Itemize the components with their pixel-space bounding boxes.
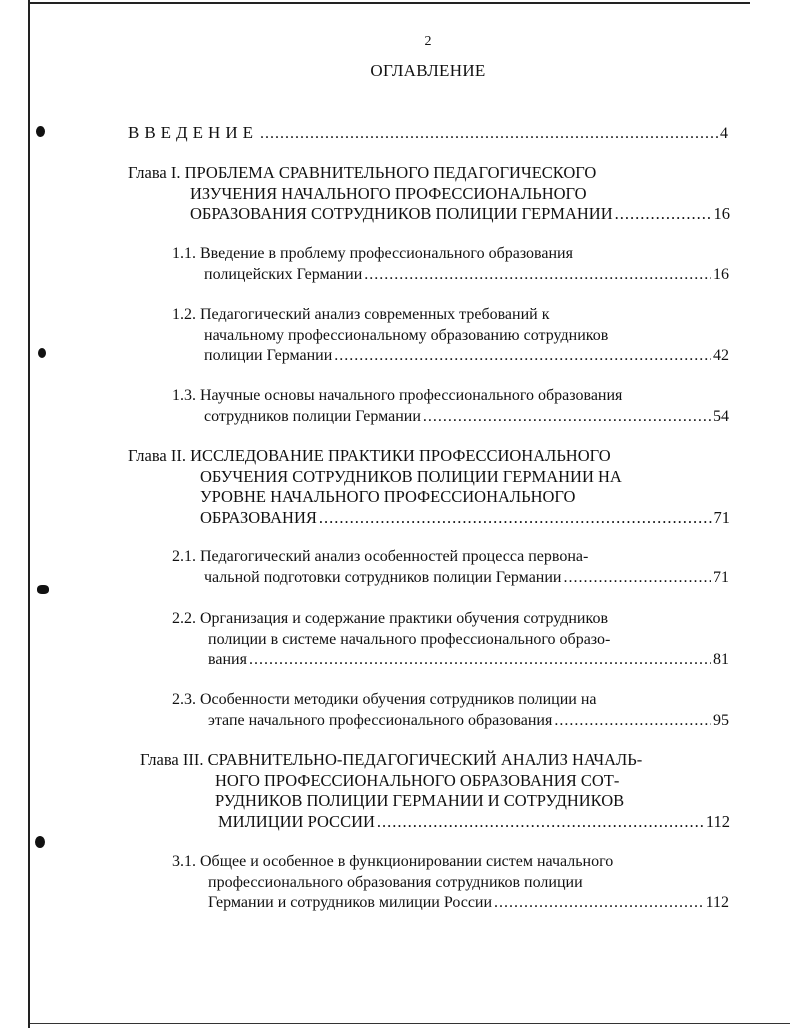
section-title-line: Педагогический анализ особенностей процесса первона-	[200, 548, 589, 565]
chapter-title-line: ПРОБЛЕМА СРАВНИТЕЛЬНОГО ПЕДАГОГИЧЕСКОГО	[184, 163, 597, 182]
section-title-line: этапе начального профессионального образования	[208, 711, 553, 729]
section-title-line: полицейских Германии	[204, 265, 363, 283]
dot-leader	[377, 812, 704, 833]
section-number: 3.1.	[172, 853, 196, 870]
punch-hole-mark	[36, 126, 45, 137]
scan-edge-top	[30, 2, 750, 4]
chapter-title-line: НОГО ПРОФЕССИОНАЛЬНОГО ОБРАЗОВАНИЯ СОТ-	[215, 770, 620, 790]
page-ref: 112	[705, 811, 730, 831]
dot-leader	[563, 568, 711, 589]
dot-leader	[260, 124, 718, 145]
chapter-title-line: РУДНИКОВ ПОЛИЦИИ ГЕРМАНИИ И СОТРУДНИКОВ	[215, 791, 625, 810]
section-title-line: Общее и особенное в функционировании систем начального	[200, 853, 614, 870]
toc-entry-section-3-1[interactable]	[172, 852, 729, 914]
intro-label: ВВЕДЕНИЕ	[128, 123, 258, 142]
section-number: 2.3.	[172, 691, 196, 708]
page-ref: 71	[713, 507, 730, 527]
dot-leader	[423, 407, 711, 428]
scan-edge-left	[28, 0, 30, 1028]
section-number: 2.2.	[172, 610, 196, 627]
chapter-title-line: СРАВНИТЕЛЬНО-ПЕДАГОГИЧЕСКИЙ АНАЛИЗ НАЧАЛЬ-	[207, 750, 643, 769]
section-title-line: профессионального образования сотрудников полиции	[208, 873, 583, 891]
page-ref: 71	[713, 568, 729, 586]
section-title-line: сотрудников полиции Германии	[204, 407, 421, 425]
scan-edge-bottom	[30, 1023, 790, 1024]
section-number: 2.1.	[172, 548, 196, 565]
toc-entry-section-2-1[interactable]	[172, 547, 729, 588]
section-title-line: начальному профессиональному образованию сотрудников	[204, 326, 609, 344]
page-number: 2	[424, 34, 432, 49]
section-title-line: Научные основы начального профессионального образования	[200, 387, 623, 404]
dot-leader	[334, 346, 711, 367]
toc-entry-chapter-3[interactable]	[140, 750, 730, 832]
page-title: ОГЛАВЛЕНИЕ	[370, 61, 486, 80]
toc-entry-section-1-1[interactable]	[172, 244, 729, 285]
section-title-line: вания	[208, 651, 247, 668]
toc-entry-section-2-3[interactable]	[172, 690, 729, 731]
section-number: 1.3.	[172, 387, 196, 404]
page-ref: 16	[713, 265, 729, 283]
page-ref: 112	[705, 894, 729, 911]
page-ref: 16	[713, 204, 730, 223]
page-ref: 81	[713, 651, 729, 668]
page-ref: 4	[720, 125, 728, 142]
section-number: 1.1.	[172, 245, 196, 262]
chapter-title-line: ОБУЧЕНИЯ СОТРУДНИКОВ ПОЛИЦИИ ГЕРМАНИИ НА	[200, 466, 622, 486]
dot-leader	[364, 265, 711, 286]
chapter-prefix: Глава III.	[140, 750, 204, 769]
section-title-line: полиции Германии	[204, 347, 333, 364]
punch-hole-mark	[35, 836, 45, 848]
section-title-line: чальной подготовки сотрудников полиции Германии	[204, 568, 562, 586]
chapter-prefix: Глава II.	[128, 446, 186, 465]
page-ref: 42	[713, 347, 729, 364]
dot-leader	[494, 893, 704, 914]
dot-leader	[615, 204, 712, 225]
toc-entry-section-1-3[interactable]	[172, 386, 729, 427]
toc-entry-introduction[interactable]	[128, 123, 728, 145]
dot-leader	[319, 508, 712, 529]
chapter-prefix: Глава I.	[128, 163, 181, 182]
page-ref: 54	[713, 407, 729, 425]
chapter-title-line: ИЗУЧЕНИЯ НАЧАЛЬНОГО ПРОФЕССИОНАЛЬНОГО	[190, 183, 587, 203]
chapter-title-line: ОБРАЗОВАНИЯ СОТРУДНИКОВ ПОЛИЦИИ ГЕРМАНИИ	[190, 204, 613, 223]
punch-hole-mark	[37, 585, 49, 594]
section-title-line: полиции в системе начального профессионального образо-	[208, 630, 611, 648]
section-title-line: Особенности методики обучения сотрудников полиции на	[200, 691, 597, 708]
section-title-line: Педагогический анализ современных требований к	[200, 306, 550, 323]
chapter-title-line: ИССЛЕДОВАНИЕ ПРАКТИКИ ПРОФЕССИОНАЛЬНОГО	[190, 446, 611, 465]
section-number: 1.2.	[172, 306, 196, 323]
toc-entry-section-2-2[interactable]	[172, 609, 729, 671]
page-ref: 95	[713, 711, 729, 729]
chapter-title-line: ОБРАЗОВАНИЯ	[200, 507, 317, 527]
section-title-line: Германии и сотрудников милиции России	[208, 894, 493, 911]
chapter-title-line: УРОВНЕ НАЧАЛЬНОГО ПРОФЕССИОНАЛЬНОГО	[200, 487, 576, 506]
toc-entry-chapter-2[interactable]	[128, 446, 730, 528]
toc-entry-chapter-1[interactable]	[128, 163, 730, 225]
chapter-title-line: МИЛИЦИИ РОССИИ	[218, 811, 375, 831]
toc-entry-section-1-2[interactable]	[172, 305, 729, 367]
punch-hole-mark	[38, 348, 46, 358]
section-title-line: Организация и содержание практики обучения сотрудников	[200, 610, 608, 627]
dot-leader	[249, 650, 711, 671]
dot-leader	[554, 711, 711, 732]
section-title-line: Введение в проблему профессионального образования	[200, 245, 573, 262]
